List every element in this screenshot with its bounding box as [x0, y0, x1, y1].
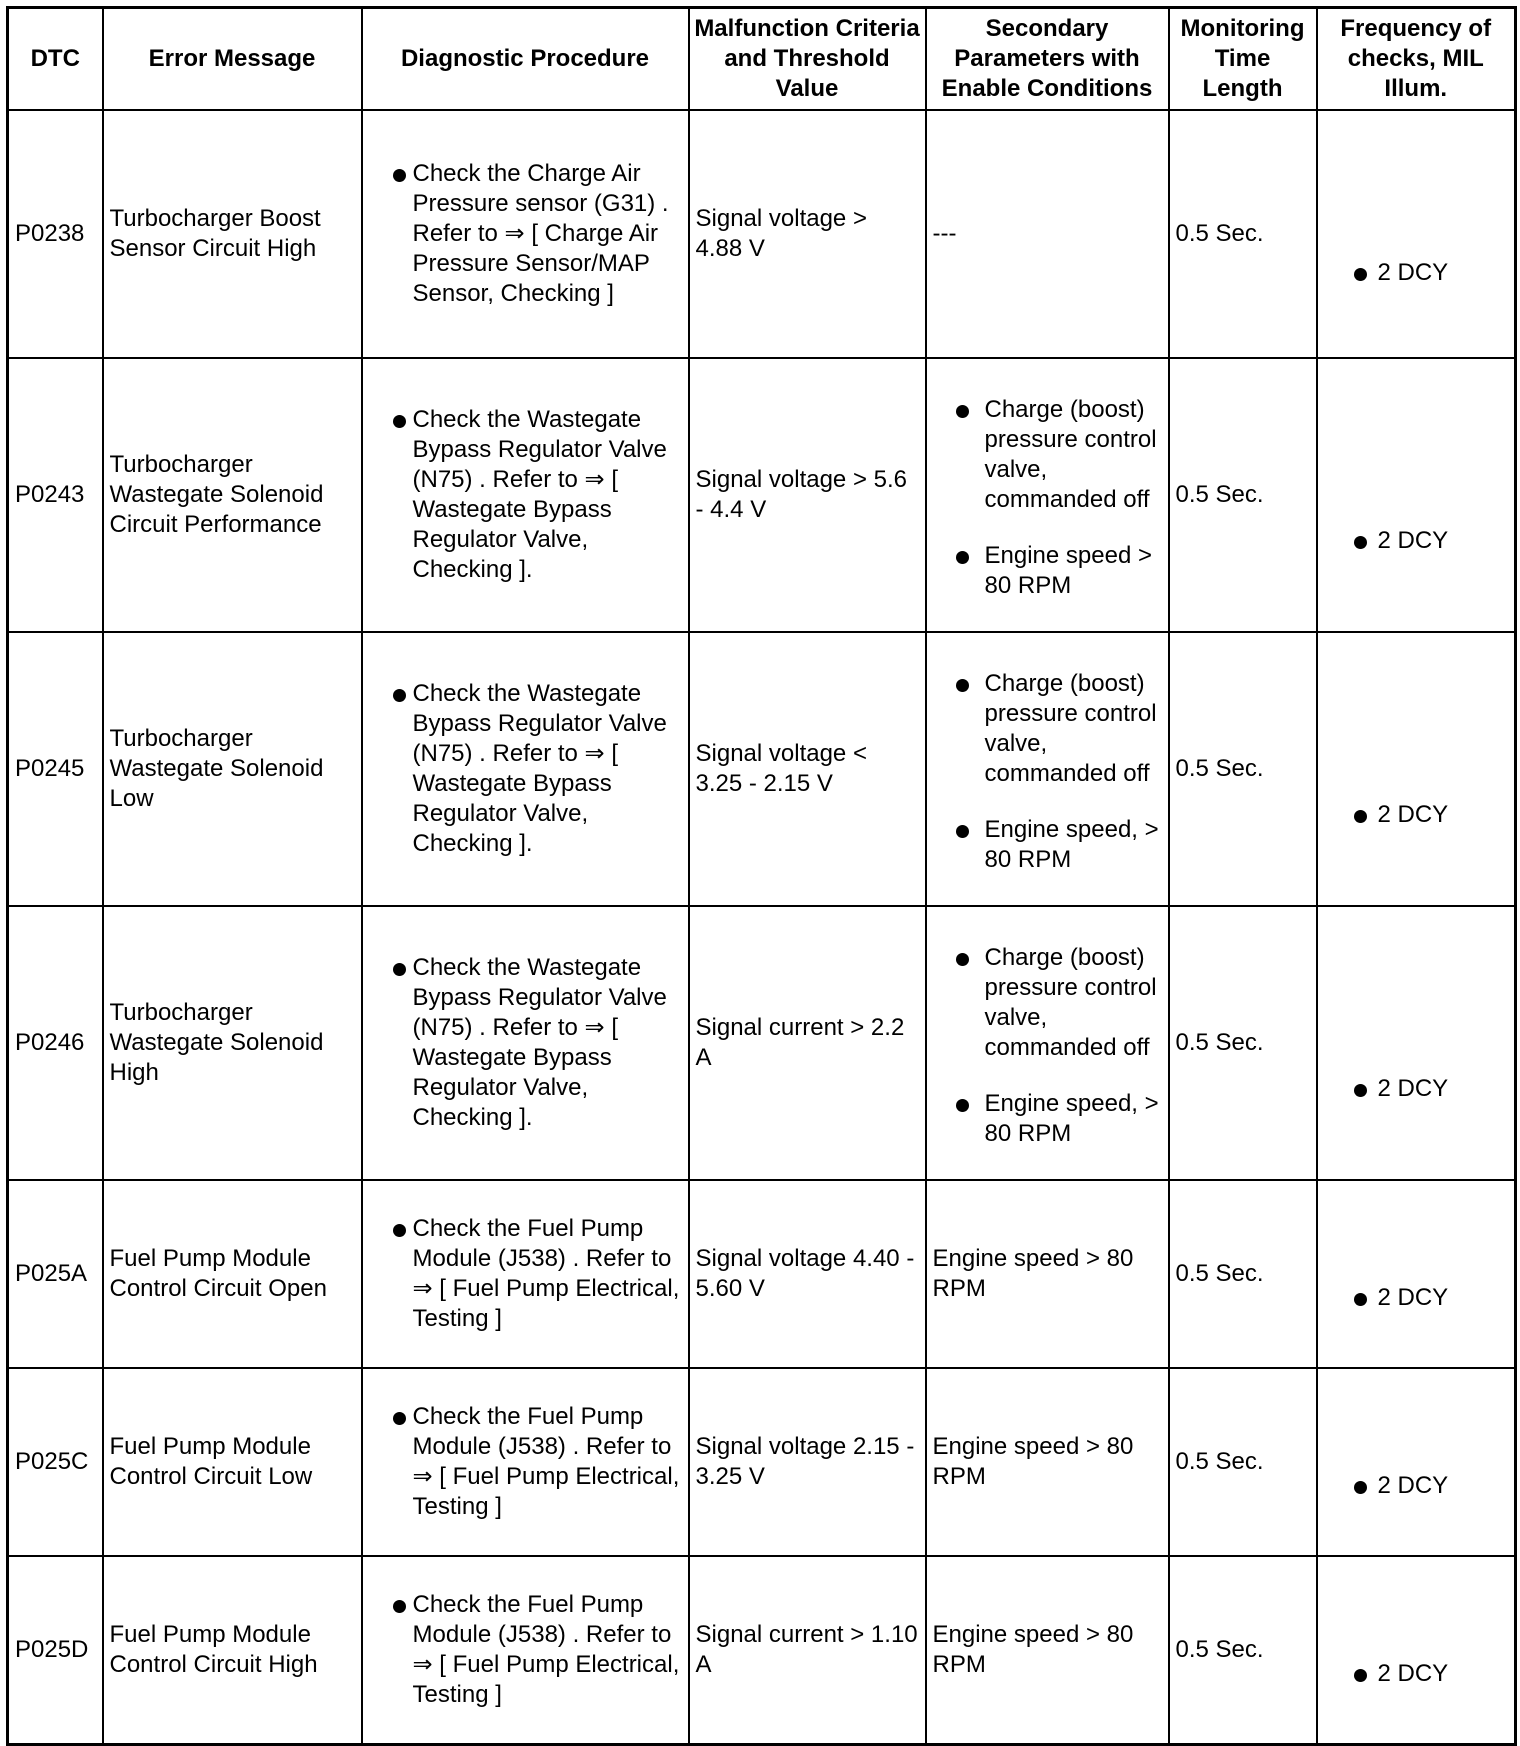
- secondary-parameters: [926, 906, 1169, 1180]
- diagnostic-procedure: [362, 1180, 689, 1368]
- secondary-parameters: ---: [926, 110, 1169, 358]
- procedure-item: Check the Fuel Pump Module (J538) . Refer to ⇒ [ Fuel Pump Electrical, Testing ]: [369, 1402, 682, 1522]
- dtc-code: P0238: [8, 110, 103, 358]
- header-malfunction-criteria: Malfunction Criteria and Threshold Value: [689, 8, 926, 111]
- table-row: [8, 632, 1516, 906]
- procedure-item: Check the Fuel Pump Module (J538) . Refer to ⇒ [ Fuel Pump Electrical, Testing ]: [369, 1214, 682, 1334]
- secondary-parameters: Engine speed > 80 RPM: [926, 1556, 1169, 1744]
- table-header-row: [8, 8, 1516, 111]
- monitoring-time: 0.5 Sec.: [1169, 1556, 1317, 1744]
- header-dtc: DTC: [8, 8, 103, 111]
- frequency-cell: [1317, 1368, 1516, 1556]
- secondary-parameters: Engine speed > 80 RPM: [926, 1368, 1169, 1556]
- secondary-parameters: [926, 632, 1169, 906]
- dtc-code: P0245: [8, 632, 103, 906]
- diagnostic-procedure: [362, 110, 689, 358]
- procedure-item: Check the Wastegate Bypass Regulator Valve (N75) . Refer to ⇒ [ Wastegate Bypass Regulator Valve, Checking ].: [369, 679, 682, 859]
- malfunction-criteria: Signal current > 2.2 A: [689, 906, 926, 1180]
- frequency-value: 2 DCY: [1324, 1659, 1509, 1689]
- frequency-cell: [1317, 632, 1516, 906]
- malfunction-criteria: Signal voltage < 3.25 - 2.15 V: [689, 632, 926, 906]
- dtc-code: P025D: [8, 1556, 103, 1744]
- frequency-cell: [1317, 1556, 1516, 1744]
- table-row: [8, 1180, 1516, 1368]
- monitoring-time: 0.5 Sec.: [1169, 1180, 1317, 1368]
- frequency-value: 2 DCY: [1324, 526, 1509, 556]
- table-row: [8, 110, 1516, 358]
- header-frequency: Frequency of checks, MIL Illum.: [1317, 8, 1516, 111]
- secondary-parameters: [926, 358, 1169, 632]
- error-message: Fuel Pump Module Control Circuit Low: [103, 1368, 362, 1556]
- procedure-item: Check the Wastegate Bypass Regulator Valve (N75) . Refer to ⇒ [ Wastegate Bypass Regulator Valve, Checking ].: [369, 405, 682, 585]
- frequency-value: 2 DCY: [1324, 258, 1509, 288]
- diagnostic-procedure: [362, 1368, 689, 1556]
- malfunction-criteria: Signal current > 1.10 A: [689, 1556, 926, 1744]
- header-error-message: Error Message: [103, 8, 362, 111]
- monitoring-time: 0.5 Sec.: [1169, 358, 1317, 632]
- header-monitoring-time: Monitoring Time Length: [1169, 8, 1317, 111]
- procedure-item: Check the Charge Air Pressure sensor (G31) . Refer to ⇒ [ Charge Air Pressure Sensor/MAP Sensor, Checking ]: [369, 159, 682, 309]
- procedure-item: Check the Fuel Pump Module (J538) . Refer to ⇒ [ Fuel Pump Electrical, Testing ]: [369, 1590, 682, 1710]
- diagnostic-procedure: [362, 1556, 689, 1744]
- malfunction-criteria: Signal voltage 4.40 - 5.60 V: [689, 1180, 926, 1368]
- dtc-code: P025A: [8, 1180, 103, 1368]
- diagnostic-procedure: [362, 358, 689, 632]
- procedure-item: Check the Wastegate Bypass Regulator Valve (N75) . Refer to ⇒ [ Wastegate Bypass Regulator Valve, Checking ].: [369, 953, 682, 1133]
- error-message: Fuel Pump Module Control Circuit Open: [103, 1180, 362, 1368]
- table-row: [8, 1556, 1516, 1744]
- table-row: [8, 906, 1516, 1180]
- monitoring-time: 0.5 Sec.: [1169, 110, 1317, 358]
- malfunction-criteria: Signal voltage > 5.6 - 4.4 V: [689, 358, 926, 632]
- frequency-cell: [1317, 906, 1516, 1180]
- table-row: [8, 1368, 1516, 1556]
- frequency-cell: [1317, 1180, 1516, 1368]
- frequency-value: 2 DCY: [1324, 800, 1509, 830]
- secondary-item: Charge (boost) pressure control valve, commanded off: [933, 943, 1162, 1063]
- monitoring-time: 0.5 Sec.: [1169, 906, 1317, 1180]
- frequency-value: 2 DCY: [1324, 1074, 1509, 1104]
- error-message: Fuel Pump Module Control Circuit High: [103, 1556, 362, 1744]
- secondary-item: Charge (boost) pressure control valve, commanded off: [933, 395, 1162, 515]
- error-message: Turbocharger Wastegate Solenoid Low: [103, 632, 362, 906]
- frequency-value: 2 DCY: [1324, 1471, 1509, 1501]
- monitoring-time: 0.5 Sec.: [1169, 632, 1317, 906]
- secondary-item: Charge (boost) pressure control valve, commanded off: [933, 669, 1162, 789]
- error-message: Turbocharger Boost Sensor Circuit High: [103, 110, 362, 358]
- dtc-table: [6, 6, 1517, 1746]
- dtc-code: P025C: [8, 1368, 103, 1556]
- dtc-code: P0246: [8, 906, 103, 1180]
- header-secondary-parameters: Secondary Parameters with Enable Conditions: [926, 8, 1169, 111]
- frequency-cell: [1317, 358, 1516, 632]
- secondary-item: Engine speed > 80 RPM: [933, 541, 1162, 601]
- secondary-parameters: Engine speed > 80 RPM: [926, 1180, 1169, 1368]
- error-message: Turbocharger Wastegate Solenoid Circuit Performance: [103, 358, 362, 632]
- malfunction-criteria: Signal voltage 2.15 - 3.25 V: [689, 1368, 926, 1556]
- diagnostic-procedure: [362, 632, 689, 906]
- error-message: Turbocharger Wastegate Solenoid High: [103, 906, 362, 1180]
- secondary-item: Engine speed, > 80 RPM: [933, 815, 1162, 875]
- malfunction-criteria: Signal voltage > 4.88 V: [689, 110, 926, 358]
- frequency-cell: [1317, 110, 1516, 358]
- frequency-value: 2 DCY: [1324, 1283, 1509, 1313]
- dtc-code: P0243: [8, 358, 103, 632]
- secondary-item: Engine speed, > 80 RPM: [933, 1089, 1162, 1149]
- monitoring-time: 0.5 Sec.: [1169, 1368, 1317, 1556]
- header-diagnostic-procedure: Diagnostic Procedure: [362, 8, 689, 111]
- table-row: [8, 358, 1516, 632]
- diagnostic-procedure: [362, 906, 689, 1180]
